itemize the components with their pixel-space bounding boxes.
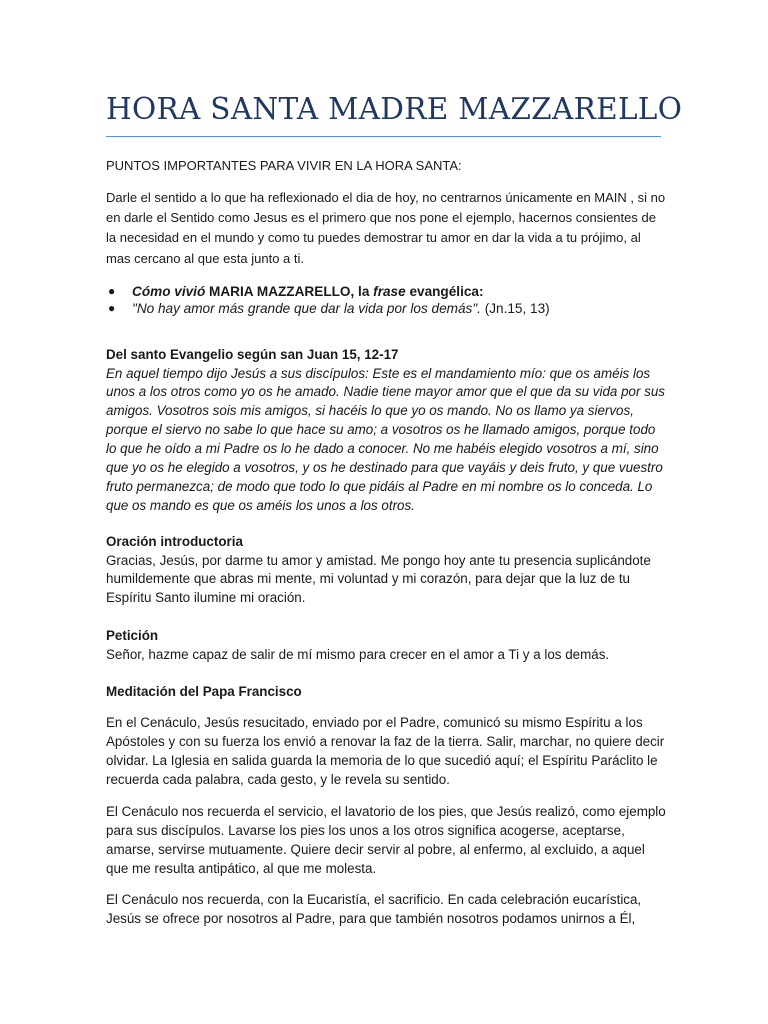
bullet-reference: (Jn.15, 13) <box>480 301 550 317</box>
bullet-text-part: Cómo vivió <box>132 284 206 299</box>
bullet-icon: ● <box>108 284 116 298</box>
meditation-paragraph <box>106 803 666 879</box>
bullet-list <box>106 283 666 317</box>
petition-text: Señor, hazme capaz de salir de mí mismo para crecer en el amor a Ti y a los demás. <box>106 646 610 662</box>
prayer-section <box>106 533 666 608</box>
meditation-heading: Meditación del Papa Francisco <box>106 684 302 699</box>
petition-heading: Petición <box>106 628 159 643</box>
meditation-paragraph <box>106 891 666 929</box>
meditation-text: El Cenáculo nos recuerda, con la Eucaristía, el sacrificio. En cada celebración eucarística, Jesús se ofrece por nosotros al Padre, para que también nosotros podamos unirnos a Él, <box>106 892 642 926</box>
gospel-text: En aquel tiempo dijo Jesús a sus discípulos: Este es el mandamiento mío: que os améis los unos a los otros como yo os he amado. Nadie tiene mayor amor que el que da su vida por sus amigos. Vosotros sois mis amigos, si hacéis lo que yo os mando. No os llamo ya siervos, porque el siervo no sabe lo que hace su amo; a vosotros os he llamado amigos, porque todo lo que he oído a mi Padre os lo he dado a conocer. No me habéis elegido vosotros a mí, sino que yo os he elegido a vosotros, y os he destinado para que vayáis y deis fruto, y que vuestro fruto permanezca; de modo que todo lo que pidáis al Padre en mi nombre os lo conceda. Lo que os mando es que os améis los unos a los otros. <box>106 365 666 513</box>
title-underline <box>106 136 661 137</box>
meditation-text: El Cenáculo nos recuerda el servicio, el lavatorio de los pies, que Jesús realizó, como ejemplo para sus discípulos. Lavarse los pies los unos a los otros significa acogerse, aceptarse, amarse, servirse mutuamente. Quiere decir servir al pobre, al enfermo, al excluido, a aquel que me resulta antipático, al que me molesta. <box>106 804 666 876</box>
intro-paragraph: Darle el sentido a lo que ha reflexionado el dia de hoy, no centrarnos únicamente en MAIN , si no en darle el Sentido como Jesus es el primero que nos pone el ejemplo, hacernos consientes de la necesidad en el mundo y como tu puedes demostrar tu amor en dar la vida a tu prójimo, al mas cercano al que esta junto a ti. <box>106 190 666 266</box>
meditation-paragraph <box>106 714 666 790</box>
prayer-text: Gracias, Jesús, por darme tu amor y amistad. Me pongo hoy ante tu presencia suplicándote humildemente que abras mi mente, mi voluntad y mi corazón, para dejar que la luz de tu Espíritu Santo ilumine mi oración. <box>106 552 651 606</box>
bullet-item <box>106 300 666 317</box>
meditation-section <box>106 683 666 702</box>
gospel-heading: Del santo Evangelio según san Juan 15, 12-17 <box>106 347 399 362</box>
prayer-heading: Oración introductoria <box>106 534 243 549</box>
bullet-quote: "No hay amor más grande que dar la vida por los demás". <box>132 301 481 317</box>
bullet-text-part: MARIA MAZZARELLO, la <box>205 284 374 299</box>
bullet-text-part: evangélica: <box>405 284 484 299</box>
meditation-text: En el Cenáculo, Jesús resucitado, enviado por el Padre, comunicó su mismo Espíritu a los Apóstoles y con su fuerza los envió a renovar la faz de la tierra. Salir, marchar, no quiere decir olvidar. La Iglesia en salida guarda la memoria de lo que sucedió aquí; el Espíritu Paráclito le recuerda cada palabra, cada gesto, y le revela su sentido. <box>106 715 665 787</box>
document-title: HORA SANTA MADRE MAZZARELLO <box>106 92 683 126</box>
bullet-item <box>106 283 666 300</box>
gospel-section <box>106 346 666 516</box>
bullet-icon: ● <box>108 301 116 316</box>
petition-section <box>106 627 666 664</box>
subtitle: PUNTOS IMPORTANTES PARA VIVIR EN LA HORA SANTA: <box>106 158 462 173</box>
bullet-text-part: frase <box>373 284 406 299</box>
